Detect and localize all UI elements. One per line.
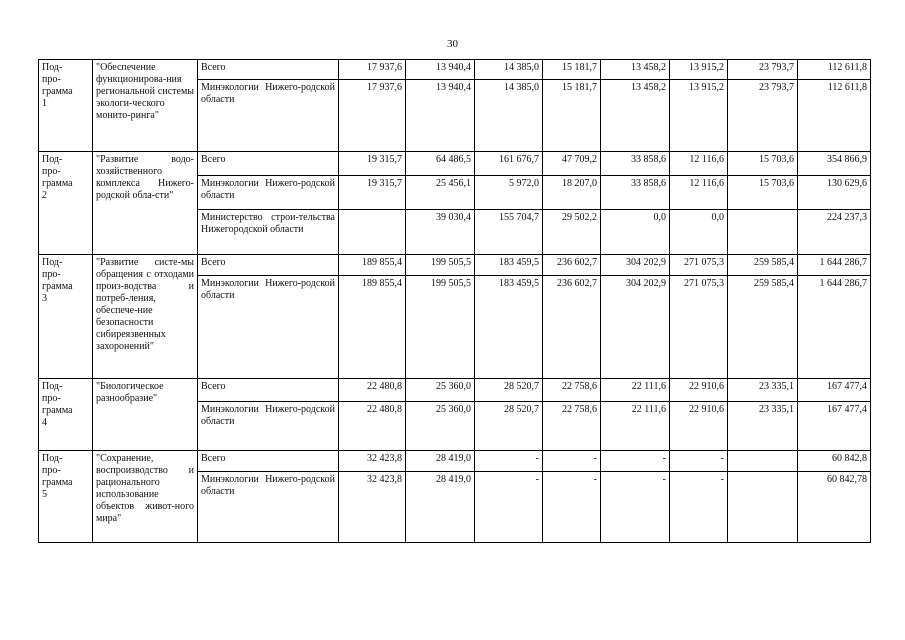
value-cell: 47 709,2 bbox=[543, 152, 601, 176]
value-cell: 236 602,7 bbox=[543, 255, 601, 276]
value-cell: 22 910,6 bbox=[670, 402, 728, 451]
table-row bbox=[39, 451, 871, 472]
value-cell: 14 385,0 bbox=[475, 60, 543, 80]
value-cell: 13 915,2 bbox=[670, 80, 728, 152]
program-number-cell: Под- про- грамма 4 bbox=[39, 379, 93, 451]
value-cell: 271 075,3 bbox=[670, 255, 728, 276]
value-cell: 19 315,7 bbox=[339, 152, 406, 176]
value-cell: 189 855,4 bbox=[339, 255, 406, 276]
program-name-cell: "Обеспечение функционирова-ния региональной системы экологи-ческого монито-ринга" bbox=[93, 60, 198, 152]
value-cell: 33 858,6 bbox=[601, 176, 670, 210]
value-cell bbox=[728, 210, 798, 255]
value-cell: 183 459,5 bbox=[475, 276, 543, 379]
funding-source-cell: Минэкологии Нижего-родской области bbox=[198, 402, 339, 451]
funding-source-cell: Всего bbox=[198, 255, 339, 276]
value-cell: 28 520,7 bbox=[475, 379, 543, 402]
table-row bbox=[39, 60, 871, 80]
program-name-cell: "Развитие водо-хозяйственного комплекса Нижего-родской обла-сти" bbox=[93, 152, 198, 255]
value-cell: 189 855,4 bbox=[339, 276, 406, 379]
value-cell: - bbox=[475, 472, 543, 543]
value-cell: - bbox=[670, 451, 728, 472]
total-value-cell: 167 477,4 bbox=[798, 379, 871, 402]
value-cell: 32 423,8 bbox=[339, 451, 406, 472]
value-cell: 304 202,9 bbox=[601, 255, 670, 276]
value-cell: 23 793,7 bbox=[728, 80, 798, 152]
value-cell: 22 910,6 bbox=[670, 379, 728, 402]
value-cell bbox=[728, 472, 798, 543]
value-cell: 15 703,6 bbox=[728, 152, 798, 176]
value-cell: 259 585,4 bbox=[728, 276, 798, 379]
value-cell: 22 111,6 bbox=[601, 379, 670, 402]
table-row bbox=[39, 152, 871, 176]
value-cell: 304 202,9 bbox=[601, 276, 670, 379]
value-cell: 13 940,4 bbox=[406, 80, 475, 152]
value-cell: 271 075,3 bbox=[670, 276, 728, 379]
value-cell: 28 419,0 bbox=[406, 472, 475, 543]
total-value-cell: 112 611,8 bbox=[798, 60, 871, 80]
value-cell: 22 480,8 bbox=[339, 379, 406, 402]
table-row bbox=[39, 255, 871, 276]
value-cell: - bbox=[543, 472, 601, 543]
program-number-cell: Под- про- грамма 2 bbox=[39, 152, 93, 255]
value-cell: 13 940,4 bbox=[406, 60, 475, 80]
value-cell: 236 602,7 bbox=[543, 276, 601, 379]
program-number-cell: Под- про- грамма 5 bbox=[39, 451, 93, 543]
program-number-cell: Под- про- грамма 3 bbox=[39, 255, 93, 379]
value-cell: 22 758,6 bbox=[543, 379, 601, 402]
value-cell: 18 207,0 bbox=[543, 176, 601, 210]
value-cell: 28 520,7 bbox=[475, 402, 543, 451]
table-row bbox=[39, 379, 871, 402]
value-cell: - bbox=[601, 451, 670, 472]
value-cell bbox=[728, 451, 798, 472]
total-value-cell: 354 866,9 bbox=[798, 152, 871, 176]
value-cell: 15 181,7 bbox=[543, 60, 601, 80]
value-cell: 22 480,8 bbox=[339, 402, 406, 451]
value-cell: 22 758,6 bbox=[543, 402, 601, 451]
value-cell: 28 419,0 bbox=[406, 451, 475, 472]
budget-table bbox=[38, 59, 871, 543]
funding-source-cell: Всего bbox=[198, 451, 339, 472]
total-value-cell: 112 611,8 bbox=[798, 80, 871, 152]
value-cell: 17 937,6 bbox=[339, 80, 406, 152]
value-cell: - bbox=[475, 451, 543, 472]
value-cell: 29 502,2 bbox=[543, 210, 601, 255]
value-cell: 13 458,2 bbox=[601, 60, 670, 80]
value-cell: 17 937,6 bbox=[339, 60, 406, 80]
program-name-cell: "Биологическое разнообразие" bbox=[93, 379, 198, 451]
value-cell: 22 111,6 bbox=[601, 402, 670, 451]
value-cell: 0,0 bbox=[601, 210, 670, 255]
value-cell: 23 335,1 bbox=[728, 402, 798, 451]
total-value-cell: 167 477,4 bbox=[798, 402, 871, 451]
funding-source-cell: Всего bbox=[198, 60, 339, 80]
total-value-cell: 1 644 286,7 bbox=[798, 276, 871, 379]
total-value-cell: 224 237,3 bbox=[798, 210, 871, 255]
value-cell: 5 972,0 bbox=[475, 176, 543, 210]
value-cell: 199 505,5 bbox=[406, 255, 475, 276]
value-cell: 13 915,2 bbox=[670, 60, 728, 80]
funding-source-cell: Минэкологии Нижего-родской области bbox=[198, 472, 339, 543]
value-cell: 25 456,1 bbox=[406, 176, 475, 210]
funding-source-cell: Всего bbox=[198, 379, 339, 402]
value-cell: 13 458,2 bbox=[601, 80, 670, 152]
value-cell: 12 116,6 bbox=[670, 152, 728, 176]
total-value-cell: 60 842,8 bbox=[798, 451, 871, 472]
value-cell: - bbox=[601, 472, 670, 543]
value-cell: 259 585,4 bbox=[728, 255, 798, 276]
value-cell: 183 459,5 bbox=[475, 255, 543, 276]
program-number-cell: Под- про- грамма 1 bbox=[39, 60, 93, 152]
value-cell: 39 030,4 bbox=[406, 210, 475, 255]
value-cell: 155 704,7 bbox=[475, 210, 543, 255]
funding-source-cell: Минэкологии Нижего-родской области bbox=[198, 176, 339, 210]
value-cell: 64 486,5 bbox=[406, 152, 475, 176]
funding-source-cell: Минэкологии Нижего-родской области bbox=[198, 80, 339, 152]
total-value-cell: 130 629,6 bbox=[798, 176, 871, 210]
value-cell: 32 423,8 bbox=[339, 472, 406, 543]
value-cell: 14 385,0 bbox=[475, 80, 543, 152]
value-cell: 23 335,1 bbox=[728, 379, 798, 402]
value-cell: 19 315,7 bbox=[339, 176, 406, 210]
value-cell: 23 793,7 bbox=[728, 60, 798, 80]
program-name-cell: "Развитие систе-мы обращения с отходами произ-водства и потреб-ления, обеспече-ние безопасности сибиреязвенных захоронений" bbox=[93, 255, 198, 379]
funding-source-cell: Всего bbox=[198, 152, 339, 176]
value-cell: 15 181,7 bbox=[543, 80, 601, 152]
value-cell: 161 676,7 bbox=[475, 152, 543, 176]
value-cell: 25 360,0 bbox=[406, 402, 475, 451]
value-cell: 199 505,5 bbox=[406, 276, 475, 379]
value-cell: 0,0 bbox=[670, 210, 728, 255]
value-cell: 25 360,0 bbox=[406, 379, 475, 402]
value-cell: 15 703,6 bbox=[728, 176, 798, 210]
value-cell: 12 116,6 bbox=[670, 176, 728, 210]
total-value-cell: 1 644 286,7 bbox=[798, 255, 871, 276]
value-cell bbox=[339, 210, 406, 255]
funding-source-cell: Министерство строи-тельства Нижегородской области bbox=[198, 210, 339, 255]
page-number: 30 bbox=[447, 38, 458, 50]
total-value-cell: 60 842,78 bbox=[798, 472, 871, 543]
program-name-cell: "Сохранение, воспроизводство и рационального использование объектов живот-ного мира" bbox=[93, 451, 198, 543]
value-cell: 33 858,6 bbox=[601, 152, 670, 176]
funding-source-cell: Минэкологии Нижего-родской области bbox=[198, 276, 339, 379]
value-cell: - bbox=[543, 451, 601, 472]
value-cell: - bbox=[670, 472, 728, 543]
